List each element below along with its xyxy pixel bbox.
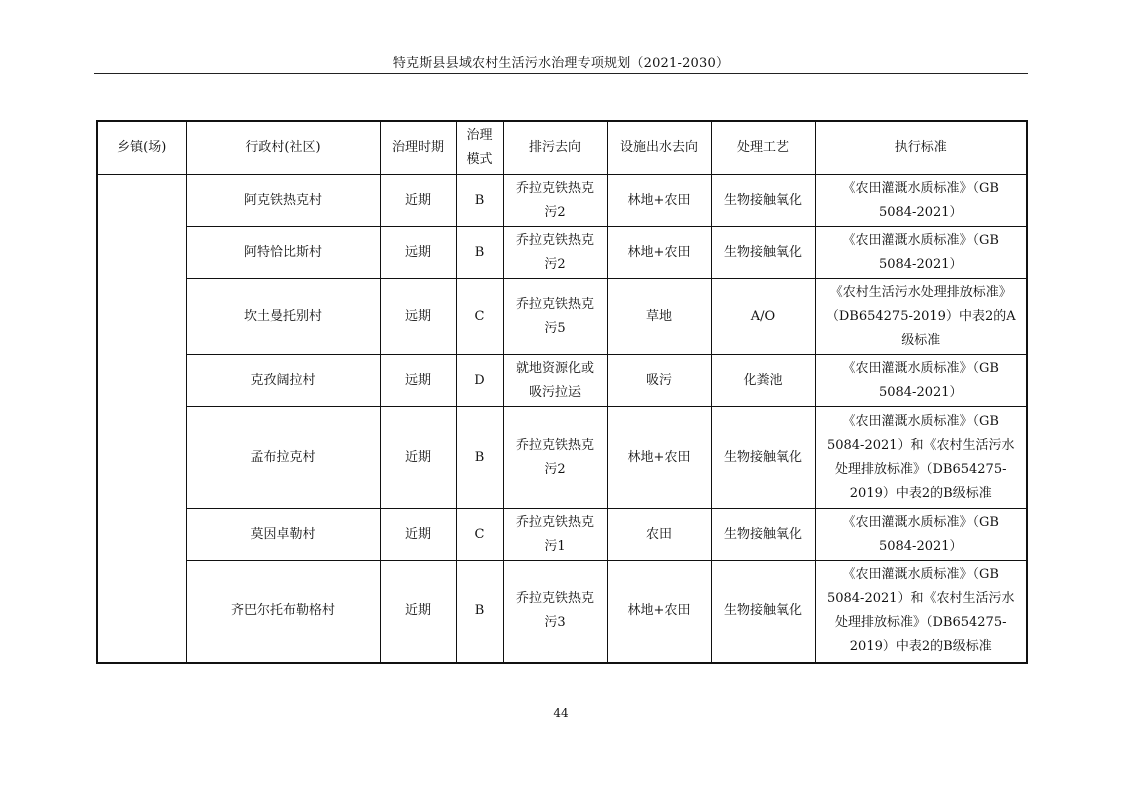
cell-period: 远期 bbox=[380, 279, 456, 355]
table-body bbox=[97, 175, 1027, 663]
table-row bbox=[97, 175, 1027, 227]
cell-village: 坎土曼托别村 bbox=[186, 279, 380, 355]
cell-standard: 《农田灌溉水质标准》（GB 5084-2021） bbox=[815, 227, 1027, 279]
column-header-outflow: 设施出水去向 bbox=[607, 121, 711, 175]
table-row bbox=[97, 407, 1027, 509]
column-header-process: 处理工艺 bbox=[711, 121, 815, 175]
cell-period: 近期 bbox=[380, 175, 456, 227]
cell-process: 生物接触氧化 bbox=[711, 407, 815, 509]
cell-process: 生物接触氧化 bbox=[711, 175, 815, 227]
table-row bbox=[97, 227, 1027, 279]
cell-mode: B bbox=[456, 227, 503, 279]
cell-standard: 《农田灌溉水质标准》（GB 5084-2021） bbox=[815, 509, 1027, 561]
township-cell bbox=[97, 175, 186, 663]
cell-discharge: 乔拉克铁热克 污1 bbox=[503, 509, 607, 561]
cell-period: 近期 bbox=[380, 407, 456, 509]
cell-mode: C bbox=[456, 509, 503, 561]
cell-period: 近期 bbox=[380, 509, 456, 561]
page-number: 44 bbox=[553, 706, 569, 720]
header-divider bbox=[94, 73, 1028, 74]
column-header-township: 乡镇(场) bbox=[97, 121, 186, 175]
cell-discharge: 乔拉克铁热克 污2 bbox=[503, 175, 607, 227]
cell-village: 阿克铁热克村 bbox=[186, 175, 380, 227]
cell-village: 克孜阔拉村 bbox=[186, 355, 380, 407]
cell-process: A/O bbox=[711, 279, 815, 355]
cell-outflow: 农田 bbox=[607, 509, 711, 561]
table-row bbox=[97, 561, 1027, 663]
cell-village: 齐巴尔托布勒格村 bbox=[186, 561, 380, 663]
cell-mode: D bbox=[456, 355, 503, 407]
column-header-mode: 治理 模式 bbox=[456, 121, 503, 175]
cell-discharge: 乔拉克铁热克 污3 bbox=[503, 561, 607, 663]
sewage-plan-table bbox=[96, 120, 1028, 664]
table-row bbox=[97, 355, 1027, 407]
column-header-standard: 执行标准 bbox=[815, 121, 1027, 175]
cell-process: 生物接触氧化 bbox=[711, 561, 815, 663]
column-header-discharge: 排污去向 bbox=[503, 121, 607, 175]
cell-outflow: 林地+农田 bbox=[607, 175, 711, 227]
cell-village: 莫因卓勒村 bbox=[186, 509, 380, 561]
cell-discharge: 就地资源化或 吸污拉运 bbox=[503, 355, 607, 407]
cell-outflow: 林地+农田 bbox=[607, 227, 711, 279]
column-header-period: 治理时期 bbox=[380, 121, 456, 175]
cell-standard: 《农田灌溉水质标准》（GB 5084-2021）和《农村生活污水 处理排放标准》（DB654275- 2019）中表2的B级标准 bbox=[815, 407, 1027, 509]
cell-mode: B bbox=[456, 561, 503, 663]
cell-discharge: 乔拉克铁热克 污5 bbox=[503, 279, 607, 355]
cell-discharge: 乔拉克铁热克 污2 bbox=[503, 407, 607, 509]
cell-village: 孟布拉克村 bbox=[186, 407, 380, 509]
cell-village: 阿特恰比斯村 bbox=[186, 227, 380, 279]
cell-standard: 《农田灌溉水质标准》（GB 5084-2021） bbox=[815, 355, 1027, 407]
cell-outflow: 草地 bbox=[607, 279, 711, 355]
cell-outflow: 吸污 bbox=[607, 355, 711, 407]
cell-period: 远期 bbox=[380, 355, 456, 407]
cell-period: 近期 bbox=[380, 561, 456, 663]
column-header-village: 行政村(社区) bbox=[186, 121, 380, 175]
table-header-row bbox=[97, 121, 1027, 175]
cell-discharge: 乔拉克铁热克 污2 bbox=[503, 227, 607, 279]
cell-process: 生物接触氧化 bbox=[711, 227, 815, 279]
cell-process: 生物接触氧化 bbox=[711, 509, 815, 561]
page-header-title: 特克斯县县域农村生活污水治理专项规划（2021-2030） bbox=[392, 56, 730, 71]
cell-mode: B bbox=[456, 175, 503, 227]
cell-mode: B bbox=[456, 407, 503, 509]
cell-process: 化粪池 bbox=[711, 355, 815, 407]
cell-outflow: 林地+农田 bbox=[607, 561, 711, 663]
table-row bbox=[97, 279, 1027, 355]
cell-standard: 《农村生活污水处理排放标准》 （DB654275-2019）中表2的A 级标准 bbox=[815, 279, 1027, 355]
cell-standard: 《农田灌溉水质标准》（GB 5084-2021）和《农村生活污水 处理排放标准》（DB654275- 2019）中表2的B级标准 bbox=[815, 561, 1027, 663]
cell-mode: C bbox=[456, 279, 503, 355]
cell-period: 远期 bbox=[380, 227, 456, 279]
cell-standard: 《农田灌溉水质标准》（GB 5084-2021） bbox=[815, 175, 1027, 227]
table-row bbox=[97, 509, 1027, 561]
cell-outflow: 林地+农田 bbox=[607, 407, 711, 509]
